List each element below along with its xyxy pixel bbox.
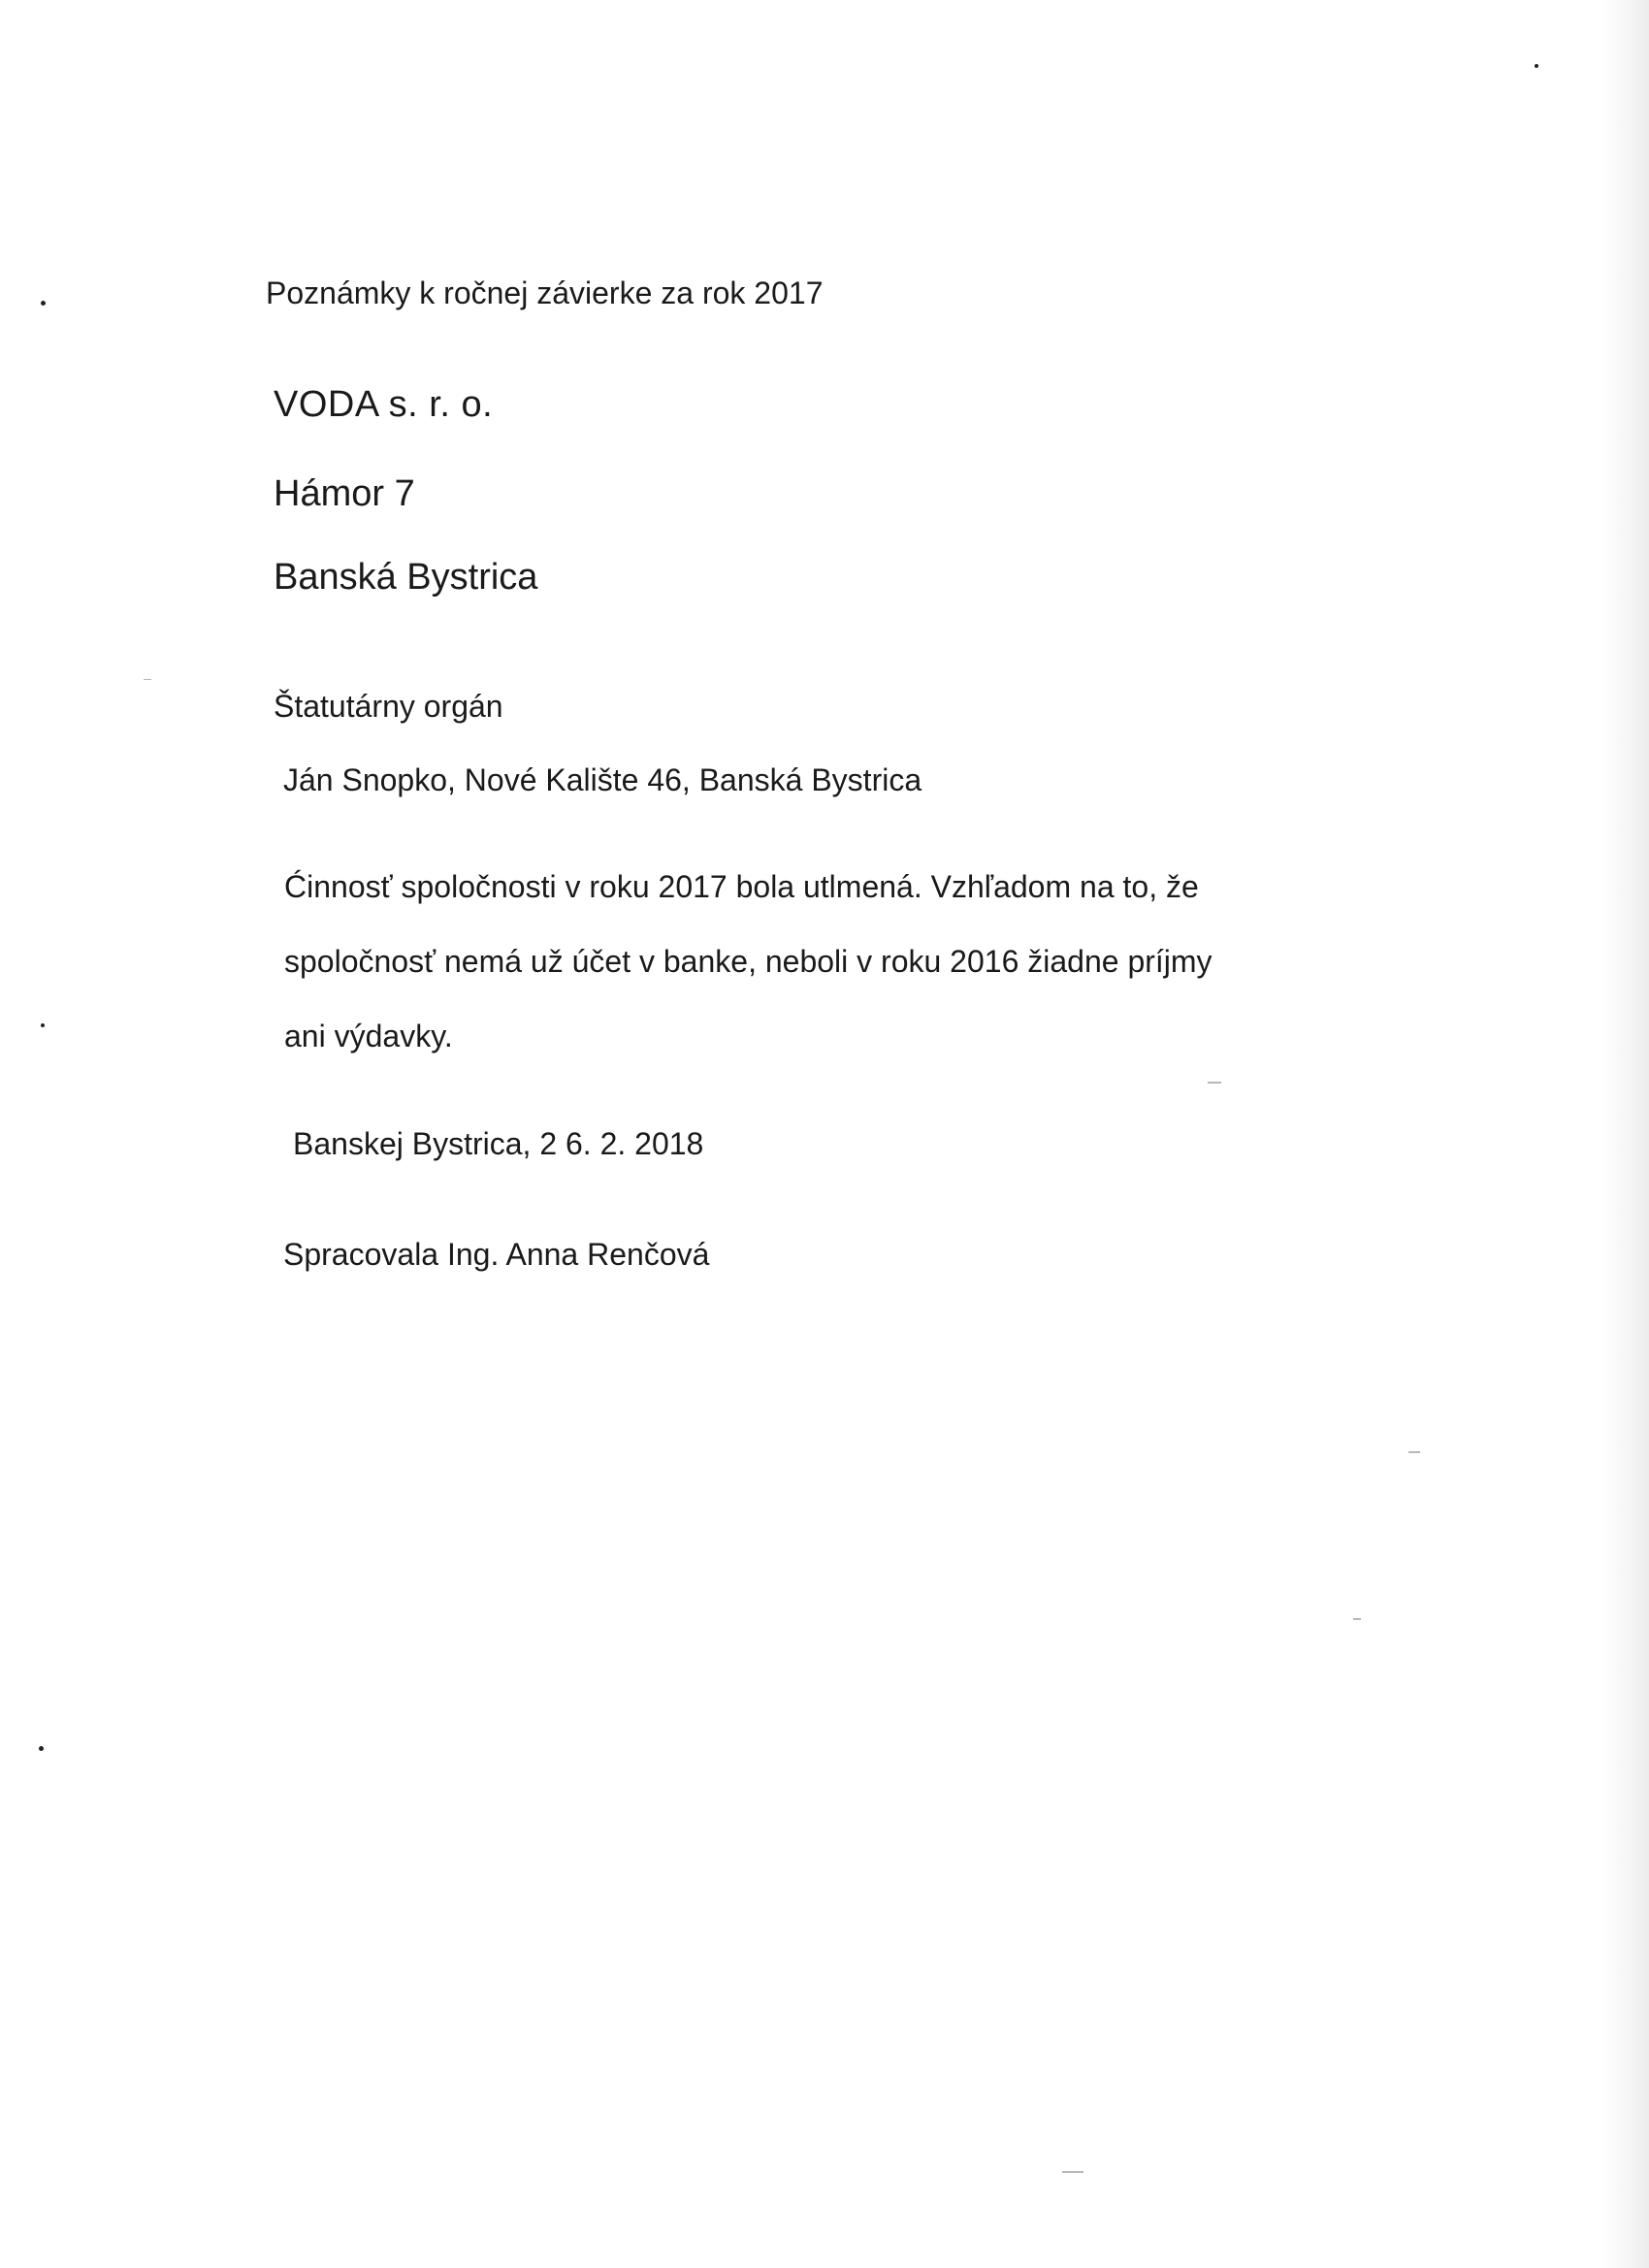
company-city: Banská Bystrica — [274, 557, 538, 598]
scan-speck — [41, 301, 46, 306]
activity-paragraph-line-2: spoločnosť nemá už účet v banke, neboli v roku 2016 žiadne príjmy — [284, 944, 1212, 979]
scan-speck — [41, 1023, 45, 1027]
scan-mark — [1408, 1451, 1420, 1453]
scan-mark — [1353, 1618, 1361, 1620]
scan-mark — [144, 679, 151, 680]
company-street: Hámor 7 — [274, 473, 415, 514]
place-and-date: Banskej Bystrica, 2 6. 2. 2018 — [293, 1126, 704, 1161]
prepared-by: Spracovala Ing. Anna Renčová — [283, 1237, 710, 1272]
activity-paragraph-line-3: ani výdavky. — [284, 1019, 453, 1053]
document-title: Poznámky k ročnej závierke za rok 2017 — [266, 275, 824, 310]
statutory-label: Štatutárny orgán — [274, 689, 503, 724]
scan-speck — [39, 1746, 44, 1751]
scan-mark — [1062, 2171, 1083, 2173]
scan-edge-shadow — [1602, 0, 1649, 2268]
scan-speck — [1535, 64, 1538, 68]
company-name: VODA s. r. o. — [274, 384, 494, 425]
activity-paragraph-line-1: Ćinnosť spoločnosti v roku 2017 bola utlmená. Vzhľadom na to, že — [284, 869, 1199, 904]
statutory-person: Ján Snopko, Nové Kalište 46, Banská Bystrica — [283, 762, 922, 797]
scan-mark — [1208, 1082, 1221, 1084]
